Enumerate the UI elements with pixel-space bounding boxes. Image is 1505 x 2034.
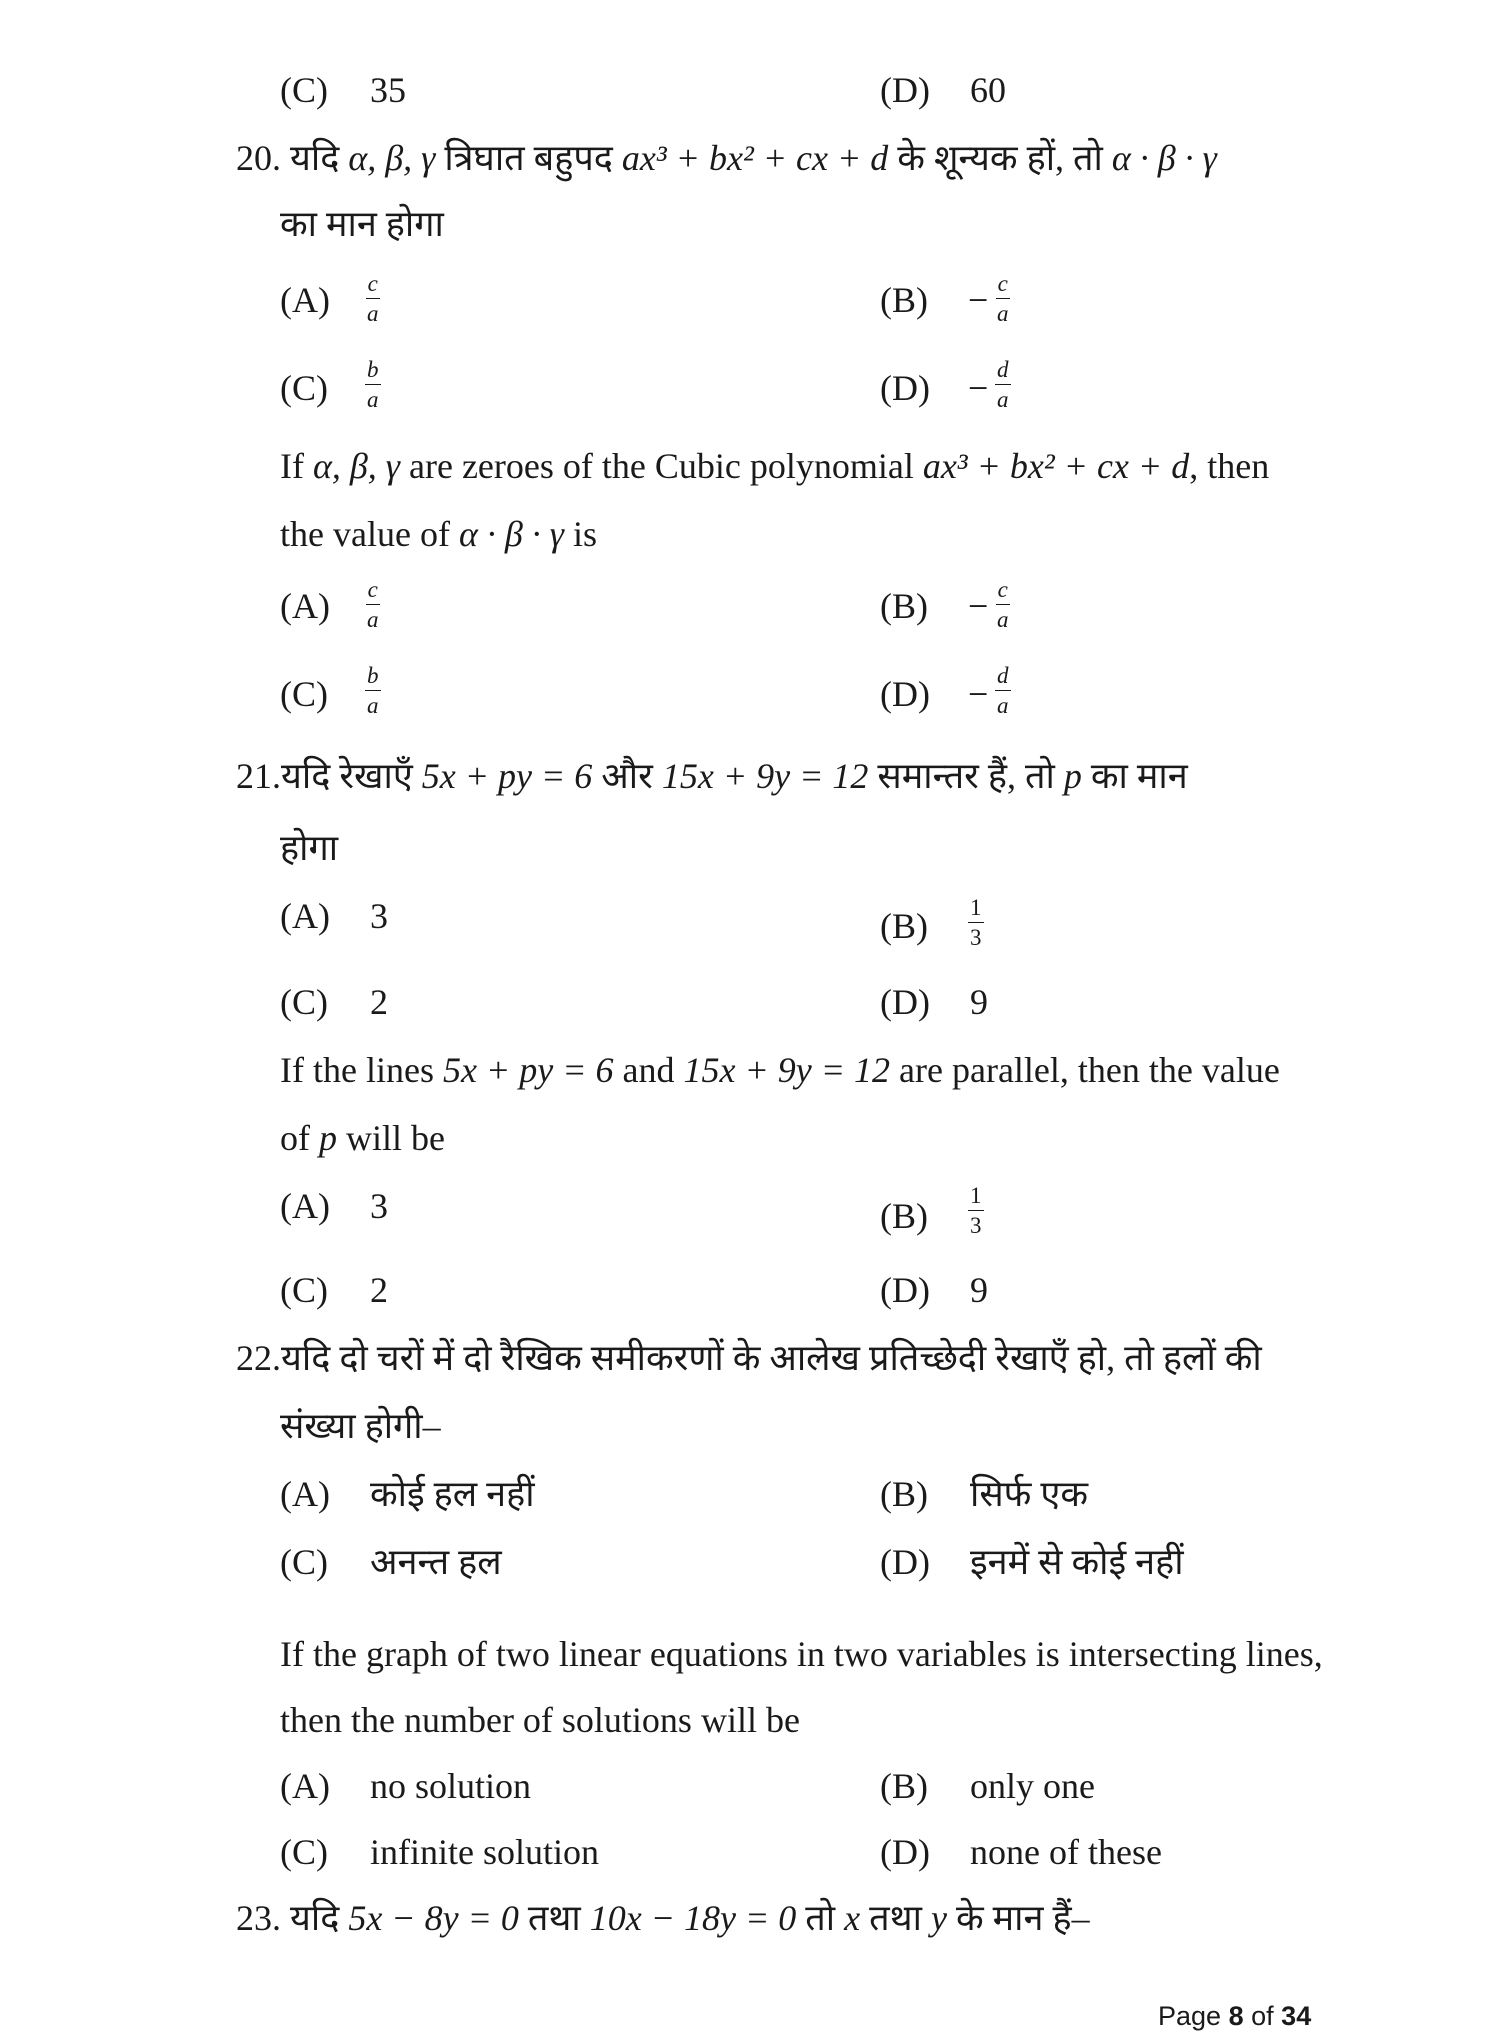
option-c-label: (C) bbox=[280, 70, 328, 110]
option-d-value: none of these bbox=[970, 1832, 1162, 1872]
option-b-label: (B) bbox=[880, 906, 928, 946]
question-20-hindi-line1: 20. यदि α, β, γ त्रिघात बहुपद ax³ + bx² + cx + d के शून्यक हों, तो α · β · γ bbox=[236, 138, 1217, 178]
option-d-label: (D) bbox=[880, 1832, 930, 1872]
option-a-label: (A) bbox=[280, 1766, 330, 1806]
option-d-label: (D) bbox=[880, 1270, 930, 1310]
option-a-fraction: $\frac{c}{a}$ bbox=[367, 271, 379, 326]
option-b-fraction: $\frac{c}{a}$ bbox=[997, 577, 1009, 632]
option-a-value: no solution bbox=[370, 1766, 532, 1806]
question-21-english-line2: of p will be bbox=[280, 1118, 445, 1158]
question-20-english-line2: the value of α · β · γ is bbox=[280, 514, 597, 554]
option-d-value: 9 bbox=[970, 1270, 988, 1310]
option-a-fraction: $\frac{c}{a}$ bbox=[367, 577, 379, 632]
option-c-fraction: $\frac{b}{a}$ bbox=[367, 663, 379, 718]
option-d-label: (D) bbox=[880, 368, 930, 408]
page-total: 34 bbox=[1281, 2001, 1312, 2031]
question-20-hindi-line2: का मान होगा bbox=[280, 204, 444, 244]
option-c-label: (C) bbox=[280, 982, 328, 1022]
question-21-english-line1: If the lines 5x + py = 6 and 15x + 9y = 12 are parallel, then the value bbox=[280, 1050, 1280, 1090]
option-b-fraction: $\frac{c}{a}$ bbox=[997, 271, 1009, 326]
option-c-value: 2 bbox=[370, 982, 388, 1022]
option-b-label: (B) bbox=[880, 1766, 928, 1806]
question-22-hindi-line1: 22.यदि दो चरों में दो रैखिक समीकरणों के आलेख प्रतिच्छेदी रेखाएँ हो, तो हलों की bbox=[236, 1338, 1262, 1378]
option-c-value: 2 bbox=[370, 1270, 388, 1310]
option-b-fraction: $\frac{1}{3}$ bbox=[970, 895, 982, 950]
option-d-value: इनमें से कोई नहीं bbox=[970, 1542, 1184, 1582]
option-d-fraction: $\frac{d}{a}$ bbox=[997, 663, 1009, 718]
question-number: 20. bbox=[236, 138, 281, 178]
option-c-label: (C) bbox=[280, 674, 328, 714]
option-c-label: (C) bbox=[280, 368, 328, 408]
option-d-label: (D) bbox=[880, 674, 930, 714]
option-c-label: (C) bbox=[280, 1832, 328, 1872]
question-21-hindi-line2: होगा bbox=[280, 828, 339, 868]
minus-sign: − bbox=[968, 586, 989, 626]
option-a-value: कोई हल नहीं bbox=[370, 1474, 535, 1514]
option-d-value: 60 bbox=[970, 70, 1006, 110]
option-c-value: 35 bbox=[370, 70, 406, 110]
option-d-label: (D) bbox=[880, 1542, 930, 1582]
option-b-fraction: $\frac{1}{3}$ bbox=[970, 1183, 982, 1238]
option-b-value: only one bbox=[970, 1766, 1095, 1806]
page-number: 8 bbox=[1228, 2001, 1244, 2031]
option-b-label: (B) bbox=[880, 280, 928, 320]
option-d-value: 9 bbox=[970, 982, 988, 1022]
page-footer: Page 8 of 34 bbox=[1158, 2001, 1312, 2031]
option-a-value: 3 bbox=[370, 896, 388, 936]
question-number: 22. bbox=[236, 1338, 281, 1378]
option-c-value: infinite solution bbox=[370, 1832, 599, 1872]
question-22-english-line2: then the number of solutions will be bbox=[280, 1700, 800, 1740]
question-number: 21. bbox=[236, 756, 281, 796]
minus-sign: − bbox=[968, 280, 989, 320]
option-b-value: सिर्फ एक bbox=[970, 1474, 1088, 1514]
question-20-english-line1: If α, β, γ are zeroes of the Cubic polynomial ax³ + bx² + cx + d, then bbox=[280, 446, 1270, 486]
option-a-label: (A) bbox=[280, 1186, 330, 1226]
option-a-label: (A) bbox=[280, 280, 330, 320]
option-a-label: (A) bbox=[280, 896, 330, 936]
option-c-value: अनन्त हल bbox=[370, 1542, 502, 1582]
option-d-fraction: $\frac{d}{a}$ bbox=[997, 357, 1009, 412]
question-21-hindi-line1: 21.यदि रेखाएँ 5x + py = 6 और 15x + 9y = 12 समान्तर हैं, तो p का मान bbox=[236, 756, 1188, 796]
question-23-line1: 23. यदि 5x − 8y = 0 तथा 10x − 18y = 0 तो x तथा y के मान हैं– bbox=[236, 1898, 1090, 1938]
option-a-label: (A) bbox=[280, 586, 330, 626]
option-b-label: (B) bbox=[880, 1474, 928, 1514]
option-c-label: (C) bbox=[280, 1542, 328, 1582]
option-b-label: (B) bbox=[880, 586, 928, 626]
option-c-fraction: $\frac{b}{a}$ bbox=[367, 357, 379, 412]
option-d-label: (D) bbox=[880, 982, 930, 1022]
option-a-value: 3 bbox=[370, 1186, 388, 1226]
question-22-english-line1: If the graph of two linear equations in two variables is intersecting lines, bbox=[280, 1634, 1323, 1674]
option-a-label: (A) bbox=[280, 1474, 330, 1514]
minus-sign: − bbox=[968, 368, 989, 408]
option-c-label: (C) bbox=[280, 1270, 328, 1310]
option-d-label: (D) bbox=[880, 70, 930, 110]
question-22-hindi-line2: संख्या होगी– bbox=[280, 1406, 441, 1446]
question-number: 23. bbox=[236, 1898, 281, 1938]
minus-sign: − bbox=[968, 674, 989, 714]
option-b-label: (B) bbox=[880, 1196, 928, 1236]
